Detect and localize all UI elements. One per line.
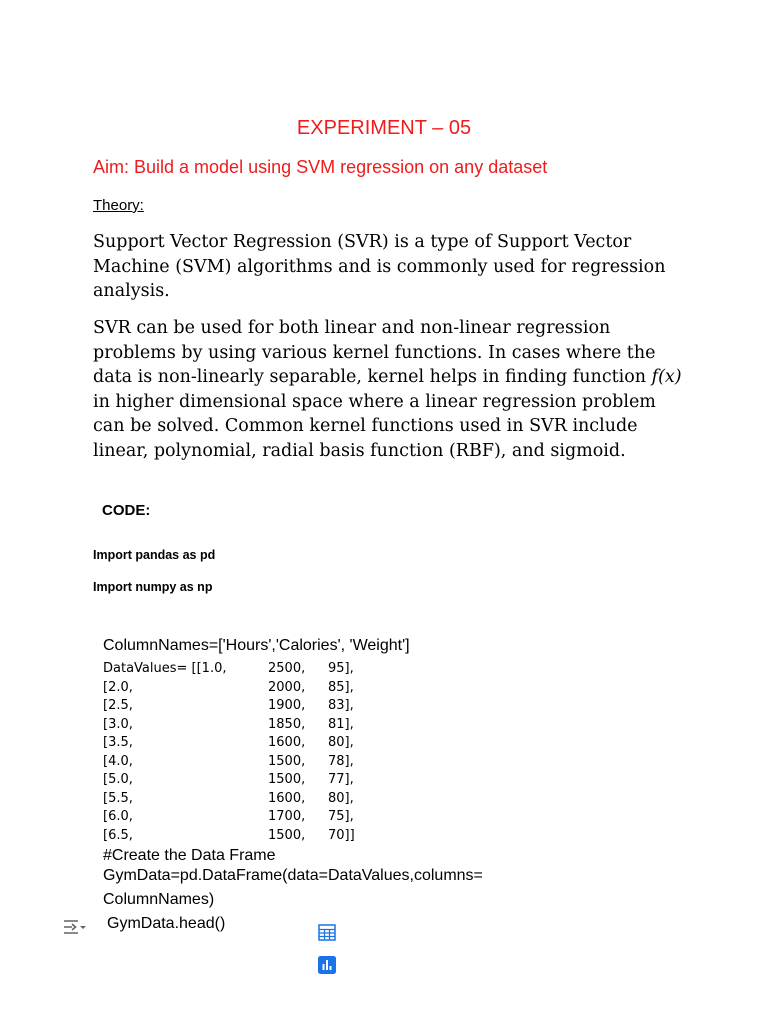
weight-value: 80],	[328, 735, 354, 750]
data-values-row	[103, 754, 423, 773]
head-call-line: GymData.head()	[107, 915, 226, 932]
table-icon[interactable]	[318, 924, 336, 941]
weight-value: 77],	[328, 772, 354, 787]
calories-value: 1600,	[268, 790, 306, 806]
weight-value: 85],	[328, 679, 354, 695]
chart-icon[interactable]	[318, 956, 336, 974]
hours-value: DataValues= [[1.0,	[103, 661, 227, 676]
paragraph-2-text-before: SVR can be used for both linear and non-linear regression problems by using various kernel functions. In cases where the data is non-linearly separable, kernel helps in finding function	[93, 318, 656, 387]
gymdata-line-2: ColumnNames)	[103, 891, 215, 908]
weight-value: 70]]	[328, 827, 355, 843]
data-values-row	[103, 661, 423, 680]
theory-heading: Theory:	[93, 197, 144, 214]
theory-paragraph-1: Support Vector Regression (SVR) is a type of Support Vector Machine (SVM) algorithms and is commonly used for regression analysis.	[93, 232, 666, 301]
paragraph-2-text-after: in higher dimensional space where a linear regression problem can be solved. Common kernel functions used in SVR include linear, polynomial, radial basis function (RBF), and sigmoid.	[93, 391, 656, 461]
weight-value: 75],	[328, 809, 354, 824]
calories-value: 1500,	[268, 772, 306, 787]
hours-value: [3.5,	[103, 735, 133, 750]
column-names-line: ColumnNames=['Hours','Calories', 'Weight']	[103, 637, 410, 654]
weight-value: 80],	[328, 790, 354, 806]
hours-value: [2.5,	[103, 698, 133, 713]
comment-line: #Create the Data Frame	[103, 847, 276, 864]
data-values-row	[103, 680, 423, 699]
data-values-row	[103, 791, 423, 810]
calories-value: 2000,	[268, 679, 306, 695]
calories-value: 1600,	[268, 735, 306, 750]
hours-value: [4.0,	[103, 753, 133, 769]
weight-value: 81],	[328, 716, 354, 732]
hours-value: [2.0,	[103, 679, 133, 695]
hours-value: [6.0,	[103, 809, 133, 824]
data-values-row	[103, 698, 423, 717]
weight-value: 78],	[328, 753, 354, 769]
hours-value: [6.5,	[103, 827, 133, 843]
weight-value: 83],	[328, 698, 354, 713]
weight-value: 95],	[328, 661, 354, 676]
hours-value: [3.0,	[103, 716, 133, 732]
data-values-row	[103, 772, 423, 791]
aim-text: Aim: Build a model using SVM regression on any dataset	[93, 157, 548, 177]
code-heading: CODE:	[102, 502, 151, 519]
data-values-row	[103, 735, 423, 754]
calories-value: 1500,	[268, 827, 306, 843]
hours-value: [5.0,	[103, 772, 133, 787]
formula-fx: f(x)	[651, 367, 682, 387]
calories-value: 1850,	[268, 716, 306, 732]
calories-value: 1700,	[268, 809, 306, 824]
import-pandas-line: Import pandas as pd	[93, 548, 216, 562]
calories-value: 1500,	[268, 753, 306, 769]
data-values-row	[103, 828, 423, 847]
theory-paragraph-2	[93, 316, 683, 463]
import-numpy-line: Import numpy as np	[93, 580, 213, 594]
data-values-row	[103, 717, 423, 736]
calories-value: 2500,	[268, 661, 306, 676]
gymdata-line-1: GymData=pd.DataFrame(data=DataValues,columns=	[103, 867, 483, 884]
data-values-row	[103, 809, 423, 828]
experiment-title: EXPERIMENT – 05	[296, 117, 472, 139]
hours-value: [5.5,	[103, 790, 133, 806]
calories-value: 1900,	[268, 698, 306, 713]
output-toggle-icon[interactable]	[62, 918, 86, 936]
